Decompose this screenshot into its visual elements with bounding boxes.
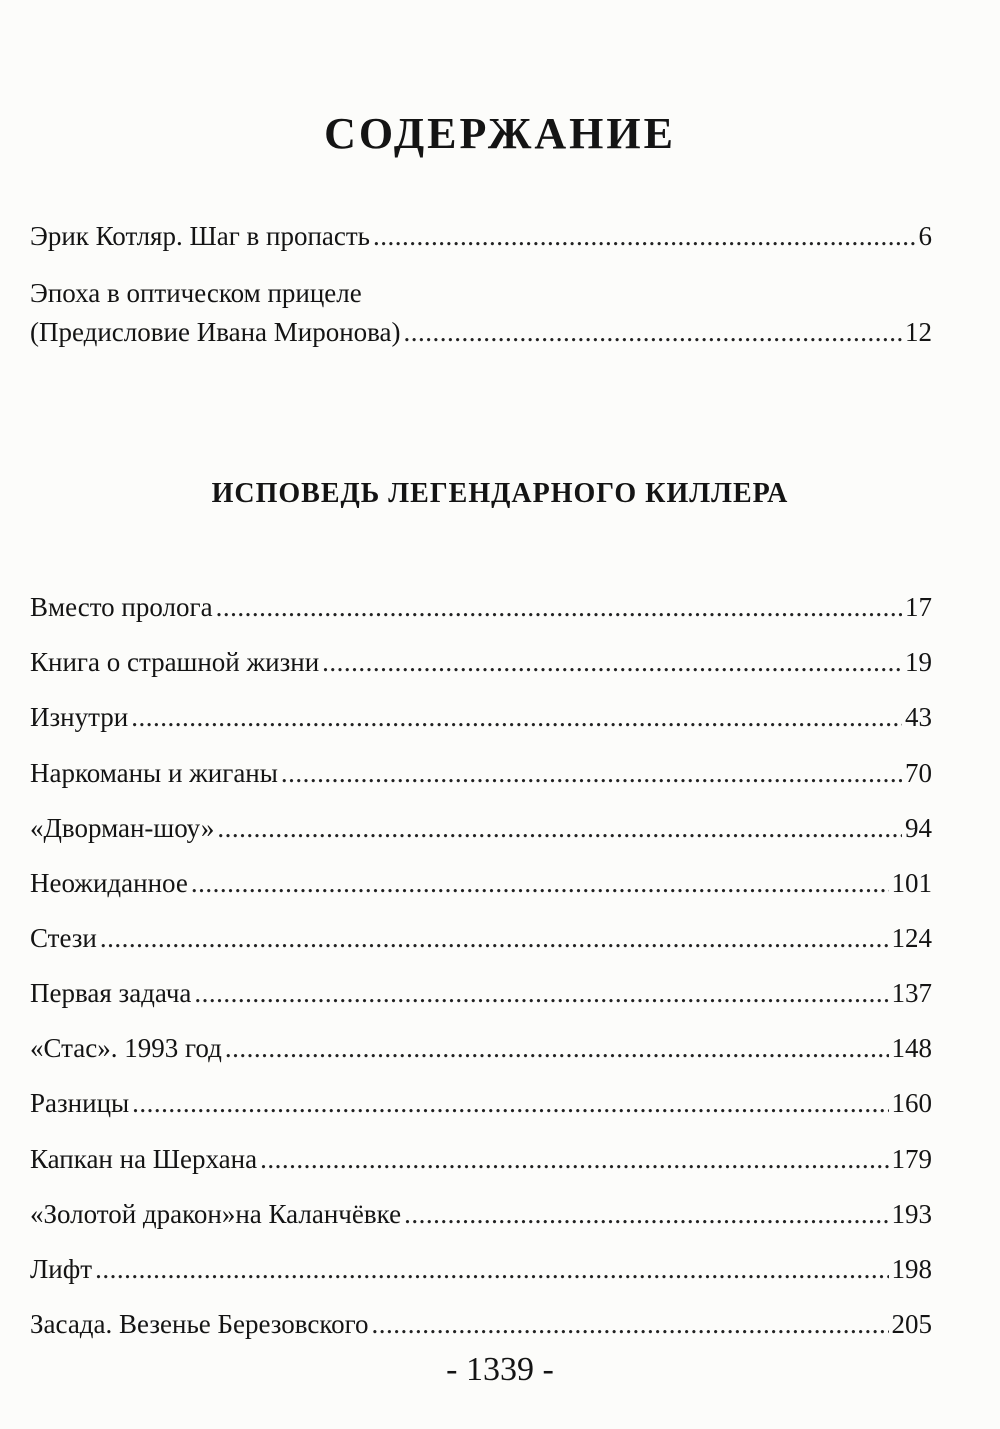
toc-entry-label: «Золотой дракон»на Каланчёвке bbox=[30, 1199, 402, 1229]
page-title: СОДЕРЖАНИЕ bbox=[324, 109, 676, 158]
toc-entry-page: 137 bbox=[891, 978, 932, 1008]
toc-entry-page: 70 bbox=[905, 758, 932, 788]
toc-entry-page: 94 bbox=[905, 813, 932, 843]
toc-entry-preface bbox=[30, 314, 932, 350]
toc-entry bbox=[30, 865, 932, 901]
toc-entry-page: 148 bbox=[891, 1033, 932, 1063]
toc-entry bbox=[30, 920, 932, 956]
toc-entry bbox=[30, 1306, 932, 1342]
dot-leader bbox=[322, 644, 902, 680]
dot-leader bbox=[373, 218, 916, 254]
toc-entry-label: «Дворман-шоу» bbox=[30, 813, 215, 843]
dot-leader bbox=[404, 314, 902, 350]
toc-entry-label: (Предисловие Ивана Миронова) bbox=[30, 317, 401, 347]
toc-entry-label: Лифт bbox=[30, 1254, 93, 1284]
toc-entry-page: 160 bbox=[891, 1088, 932, 1118]
toc-entry-page: 6 bbox=[918, 221, 932, 251]
section-title: ИСПОВЕДЬ ЛЕГЕНДАРНОГО КИЛЛЕРА bbox=[211, 478, 789, 509]
toc-entry bbox=[30, 589, 932, 625]
dot-leader bbox=[132, 1085, 888, 1121]
toc-entry-label: Неожиданное bbox=[30, 868, 188, 898]
preface-title-line: Эпоха в оптическом прицеле bbox=[30, 278, 362, 308]
toc-entry-label: Засада. Везенье Березовского bbox=[30, 1309, 369, 1339]
toc-entry-label: Изнутри bbox=[30, 702, 129, 732]
dot-leader bbox=[260, 1141, 888, 1177]
toc-entry-page: 12 bbox=[905, 317, 932, 347]
dot-leader bbox=[225, 1030, 889, 1066]
toc-entry bbox=[30, 1085, 932, 1121]
toc-entry-page: 205 bbox=[891, 1309, 932, 1339]
toc-entry-label: Капкан на Шерхана bbox=[30, 1144, 258, 1174]
toc-entry bbox=[30, 810, 932, 846]
toc-entry bbox=[30, 218, 932, 254]
toc-entry-page: 124 bbox=[891, 923, 932, 953]
toc-entry-label: Первая задача bbox=[30, 978, 192, 1008]
toc-entry bbox=[30, 1251, 932, 1287]
dot-leader bbox=[95, 1251, 888, 1287]
page-number-footer: - 1339 - bbox=[446, 1351, 554, 1388]
dot-leader bbox=[191, 865, 889, 901]
toc-entry bbox=[30, 1141, 932, 1177]
toc-entry-label: Наркоманы и жиганы bbox=[30, 758, 278, 788]
toc-entry-label: Вместо пролога bbox=[30, 592, 213, 622]
toc-entry-label: Эрик Котляр. Шаг в пропасть bbox=[30, 221, 370, 251]
dot-leader bbox=[281, 755, 902, 791]
toc-entry-label: «Стас». 1993 год bbox=[30, 1033, 222, 1063]
dot-leader bbox=[216, 589, 902, 625]
toc-entry bbox=[30, 644, 932, 680]
dot-leader bbox=[194, 975, 888, 1011]
toc-entry-label: Книга о страшной жизни bbox=[30, 647, 320, 677]
toc-entry-page: 193 bbox=[891, 1199, 932, 1229]
toc-entry-page: 101 bbox=[891, 868, 932, 898]
toc-entry-page: 179 bbox=[891, 1144, 932, 1174]
dot-leader bbox=[217, 810, 902, 846]
toc-entry-label: Разницы bbox=[30, 1088, 130, 1118]
toc-entry bbox=[30, 975, 932, 1011]
dot-leader bbox=[404, 1196, 888, 1232]
toc-entry-page: 43 bbox=[905, 702, 932, 732]
dot-leader bbox=[100, 920, 889, 956]
dot-leader bbox=[372, 1306, 889, 1342]
dot-leader bbox=[131, 699, 902, 735]
toc-entry-page: 198 bbox=[891, 1254, 932, 1284]
toc-entry-page: 17 bbox=[905, 592, 932, 622]
toc-entry-label: Стези bbox=[30, 923, 97, 953]
toc-entry bbox=[30, 699, 932, 735]
toc-entry-page: 19 bbox=[905, 647, 932, 677]
toc-entry bbox=[30, 755, 932, 791]
toc-entry bbox=[30, 1196, 932, 1232]
toc-entry bbox=[30, 1030, 932, 1066]
